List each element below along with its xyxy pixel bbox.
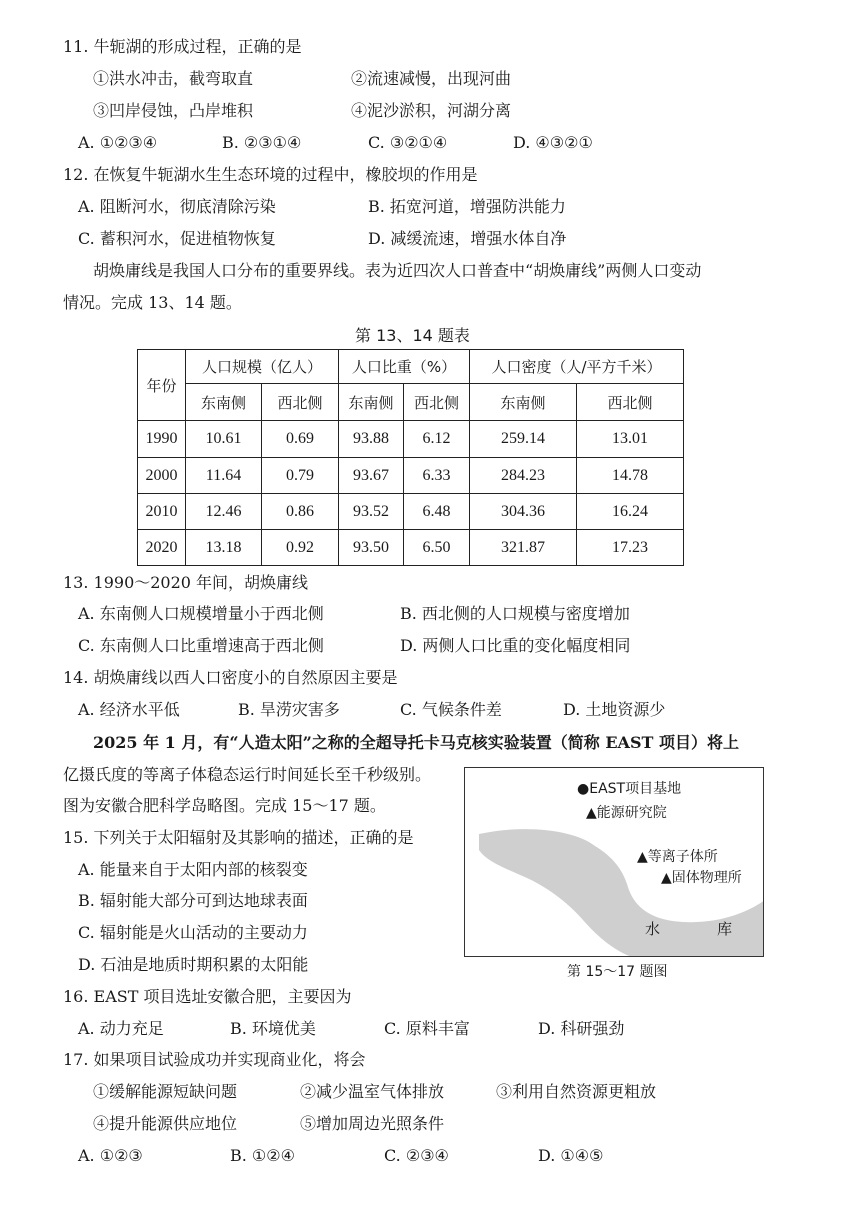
table-cell: 93.50 <box>339 530 404 566</box>
table-cell: 304.36 <box>470 494 577 530</box>
year-cell: 2020 <box>138 530 186 566</box>
triangle-icon: ▲ <box>637 849 648 865</box>
q14-option-c: C. 气候条件差 <box>400 700 502 719</box>
table-cell: 12.46 <box>186 494 262 530</box>
table-cell: 259.14 <box>470 421 577 458</box>
q14-option-a: A. 经济水平低 <box>78 700 180 719</box>
table-row <box>138 530 684 566</box>
q11-step-1: ①洪水冲击，截弯取直 <box>93 69 254 88</box>
table-cell: 284.23 <box>470 458 577 494</box>
q15-option-b: B. 辐射能大部分可到达地球表面 <box>78 891 308 910</box>
q11-option-a: A. ①②③④ <box>78 133 158 152</box>
q17-item-2: ②减少温室气体排放 <box>300 1082 445 1101</box>
q15-option-a: A. 能量来自于太阳内部的核裂变 <box>78 860 308 879</box>
q17-option-d: D. ①④⑤ <box>538 1146 604 1165</box>
table-cell: 16.24 <box>577 494 684 530</box>
year-cell: 2000 <box>138 458 186 494</box>
triangle-icon: ▲ <box>586 805 597 821</box>
intro1-line2: 情况。完成 13、14 题。 <box>63 293 242 312</box>
table-cell: 0.86 <box>262 494 339 530</box>
table-cell: 14.78 <box>577 458 684 494</box>
table-cell: 13.18 <box>186 530 262 566</box>
science-island-map <box>464 767 764 957</box>
q11-option-d: D. ④③②① <box>513 133 593 152</box>
group-header-scale: 人口规模（亿人） <box>186 350 339 384</box>
table-cell: 10.61 <box>186 421 262 458</box>
q15-option-c: C. 辐射能是火山活动的主要动力 <box>78 923 308 942</box>
table-cell: 13.01 <box>577 421 684 458</box>
q15-option-d: D. 石油是地质时期积累的太阳能 <box>78 955 309 974</box>
table-subheader-row <box>138 384 684 421</box>
table-cell: 93.52 <box>339 494 404 530</box>
table-cell: 6.12 <box>404 421 470 458</box>
table-cell: 0.79 <box>262 458 339 494</box>
group-header-share: 人口比重（%） <box>339 350 470 384</box>
sub-header: 东南侧 <box>470 384 577 421</box>
table-cell: 0.92 <box>262 530 339 566</box>
q16-option-a: A. 动力充足 <box>78 1019 164 1038</box>
q17-item-1: ①缓解能源短缺问题 <box>93 1082 238 1101</box>
q12-option-d: D. 减缓流速，增强水体自净 <box>368 229 567 248</box>
intro1-line1: 胡焕庸线是我国人口分布的重要界线。表为近四次人口普查中“胡焕庸线”两侧人口变动 <box>93 261 702 280</box>
q17-item-3: ③利用自然资源更粗放 <box>496 1082 657 1101</box>
sub-header: 西北侧 <box>577 384 684 421</box>
q12-option-a: A. 阻断河水，彻底清除污染 <box>78 197 276 216</box>
table-caption: 第 13、14 题表 <box>355 326 470 345</box>
map-caption: 第 15～17 题图 <box>567 964 668 980</box>
q13-option-a: A. 东南侧人口规模增量小于西北侧 <box>78 604 324 623</box>
table-cell: 321.87 <box>470 530 577 566</box>
q17-option-c: C. ②③④ <box>384 1146 449 1165</box>
q17-item-5: ⑤增加周边光照条件 <box>300 1114 445 1133</box>
east-base-dot-icon: ● <box>577 781 590 797</box>
table-cell: 93.88 <box>339 421 404 458</box>
table-cell: 17.23 <box>577 530 684 566</box>
q13-option-b: B. 西北侧的人口规模与密度增加 <box>400 604 630 623</box>
east-base-label: EAST项目基地 <box>589 781 682 797</box>
q14-stem: 14. 胡焕庸线以西人口密度小的自然原因主要是 <box>63 668 398 687</box>
table-cell: 6.33 <box>404 458 470 494</box>
group-header-density: 人口密度（人/平方千米） <box>470 350 684 384</box>
q13-option-d: D. 两侧人口比重的变化幅度相同 <box>400 636 631 655</box>
table-row <box>138 421 684 458</box>
intro2-line3: 图为安徽合肥科学岛略图。完成 15～17 题。 <box>63 796 386 815</box>
population-table <box>137 349 684 566</box>
sub-header: 东南侧 <box>186 384 262 421</box>
q17-option-a: A. ①②③ <box>78 1146 143 1165</box>
table-header-row <box>138 350 684 384</box>
q16-stem: 16. EAST 项目选址安徽合肥，主要因为 <box>63 987 352 1006</box>
table-cell: 93.67 <box>339 458 404 494</box>
q17-stem: 17. 如果项目试验成功并实现商业化，将会 <box>63 1050 366 1069</box>
solid-physics-institute-label: 固体物理所 <box>671 870 742 886</box>
reservoir-label-2: 库 <box>717 920 733 938</box>
plasma-institute-label: 等离子体所 <box>647 849 718 865</box>
triangle-icon: ▲ <box>661 870 672 886</box>
solid-physics-institute-marker <box>661 869 742 887</box>
q13-option-c: C. 东南侧人口比重增速高于西北侧 <box>78 636 324 655</box>
table-row <box>138 494 684 530</box>
sub-header: 东南侧 <box>339 384 404 421</box>
q11-step-4: ④泥沙淤积，河湖分离 <box>351 101 512 120</box>
q17-item-4: ④提升能源供应地位 <box>93 1114 238 1133</box>
table-row <box>138 458 684 494</box>
q16-option-b: B. 环境优美 <box>230 1019 316 1038</box>
q11-step-3: ③凹岸侵蚀，凸岸堆积 <box>93 101 254 120</box>
q11-option-c: C. ③②①④ <box>368 133 448 152</box>
plasma-institute-marker <box>637 848 718 866</box>
table-cell: 6.48 <box>404 494 470 530</box>
q14-option-d: D. 土地资源少 <box>563 700 666 719</box>
q12-option-b: B. 拓宽河道，增强防洪能力 <box>368 197 566 216</box>
table-cell: 6.50 <box>404 530 470 566</box>
q12-stem: 12. 在恢复牛轭湖水生生态环境的过程中，橡胶坝的作用是 <box>63 165 478 184</box>
reservoir-label-1: 水 <box>645 920 661 938</box>
q14-option-b: B. 旱涝灾害多 <box>238 700 340 719</box>
energy-institute-marker <box>586 804 667 822</box>
sub-header: 西北侧 <box>404 384 470 421</box>
q16-option-c: C. 原料丰富 <box>384 1019 470 1038</box>
year-cell: 2010 <box>138 494 186 530</box>
q15-stem: 15. 下列关于太阳辐射及其影响的描述，正确的是 <box>63 828 414 847</box>
table-cell: 11.64 <box>186 458 262 494</box>
east-base-legend <box>577 780 681 798</box>
sub-header: 西北侧 <box>262 384 339 421</box>
q12-option-c: C. 蓄积河水，促进植物恢复 <box>78 229 276 248</box>
energy-institute-label: 能源研究院 <box>596 805 667 821</box>
intro2-line2: 亿摄氏度的等离子体稳态运行时间延长至千秒级别。 <box>63 765 432 784</box>
year-header: 年份 <box>138 350 186 421</box>
q17-option-b: B. ①②④ <box>230 1146 295 1165</box>
q13-stem: 13. 1990～2020 年间，胡焕庸线 <box>63 573 309 592</box>
intro2-line1: 2025 年 1 月，有“人造太阳”之称的全超导托卡马克核实验装置（简称 EAST 项目）将上 <box>93 733 739 752</box>
table-cell: 0.69 <box>262 421 339 458</box>
q11-option-b: B. ②③①④ <box>222 133 302 152</box>
q11-step-2: ②流速减慢，出现河曲 <box>351 69 512 88</box>
year-cell: 1990 <box>138 421 186 458</box>
q16-option-d: D. 科研强劲 <box>538 1019 625 1038</box>
q11-stem: 11. 牛轭湖的形成过程，正确的是 <box>63 37 302 56</box>
